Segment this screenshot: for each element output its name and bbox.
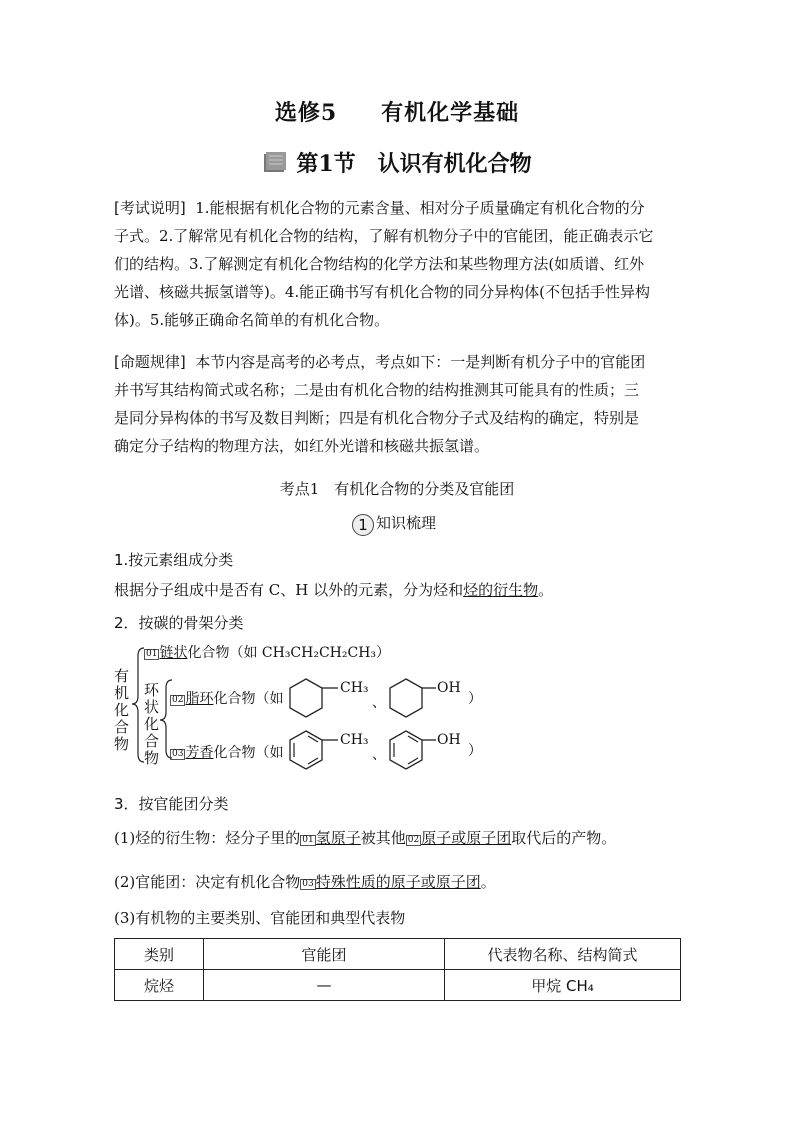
blank-number: 01 bbox=[146, 649, 158, 659]
s1-text-b: 。 bbox=[538, 581, 554, 599]
aromatic-item bbox=[170, 742, 283, 762]
table-cell: — bbox=[204, 970, 445, 1001]
aromatic-answer: 芳香 bbox=[185, 745, 214, 761]
ch3-label: CH₃ bbox=[340, 680, 369, 696]
s3-p1-b: 被其他 bbox=[360, 829, 406, 847]
oh-label: OH bbox=[437, 732, 461, 748]
close-paren: ） bbox=[468, 691, 482, 707]
s3-p1-answer2: 原子或原子团 bbox=[421, 829, 512, 847]
table-cell: 甲烷 CH₄ bbox=[445, 970, 681, 1001]
s3-p2-b: 。 bbox=[480, 873, 496, 891]
classification-table bbox=[114, 938, 681, 1001]
s1-text bbox=[114, 580, 553, 600]
rule-line: 本节内容是高考的必考点，考点如下：一是判断有机分子中的官能团 bbox=[195, 353, 646, 371]
zhishi-label: 知识梳理 bbox=[376, 514, 437, 532]
ch3-label: CH₃ bbox=[340, 732, 369, 748]
ring-label: 环 状 化 合 物 bbox=[144, 681, 160, 767]
chain-rest: 化合物（如 CH₃CH₂CH₂CH₃） bbox=[187, 645, 391, 661]
rule-line: 确定分子结构的物理方法，如红外光谱和核磁共振氢谱。 bbox=[114, 437, 490, 455]
table-cell: 烷烃 bbox=[115, 970, 204, 1001]
s3-p1-answer1: 氢原子 bbox=[315, 829, 361, 847]
zhishi-heading bbox=[352, 512, 436, 536]
title-part1: 选修5 bbox=[274, 100, 338, 126]
table-header: 官能团 bbox=[204, 939, 445, 970]
kaodian-heading: 考点1 有机化合物的分类及官能团 bbox=[279, 480, 515, 498]
exam-desc-line: 子式。2.了解常见有机化合物的结构，了解有机物分子中的官能团，能正确表示它 bbox=[114, 227, 654, 245]
blank-number: 02 bbox=[407, 835, 420, 845]
alicyclic-rest: 化合物（如 bbox=[213, 691, 284, 707]
exam-desc-line: 光谱、核磁共振氢谱等)。4.能正确书写有机化合物的同分异构体(不包括手性异构 bbox=[114, 283, 651, 301]
aromatic-rest: 化合物（如 bbox=[213, 745, 284, 761]
page-title bbox=[0, 96, 794, 127]
exam-desc-line: 1.能根据有机化合物的元素含量、相对分子质量确定有机化合物的分 bbox=[195, 199, 645, 217]
s3-heading: 3．按官能团分类 bbox=[114, 795, 229, 813]
s3-p1-c: 取代后的产物。 bbox=[511, 829, 617, 847]
carbon-skeleton-diagram bbox=[114, 640, 494, 770]
s3-p2-a: (2)官能团：决定有机化合物 bbox=[114, 873, 301, 891]
comma: 、 bbox=[372, 747, 386, 763]
oh-label: OH bbox=[437, 680, 461, 696]
blank-number: 03 bbox=[302, 879, 314, 889]
s3-p3: (3)有机物的主要类别、官能团和典型代表物 bbox=[114, 909, 406, 927]
comma: 、 bbox=[372, 695, 386, 711]
s2-heading: 2．按碳的骨架分类 bbox=[114, 614, 244, 632]
exam-desc-line: 们的结构。3.了解测定有机化合物结构的化学方法和某些物理方法(如质谱、红外 bbox=[114, 255, 645, 273]
alicyclic-answer: 脂环 bbox=[185, 691, 214, 707]
blank-number: 03 bbox=[172, 749, 184, 759]
blank-number: 02 bbox=[172, 695, 184, 705]
alicyclic-item bbox=[170, 688, 283, 708]
circle-number: 1 bbox=[352, 514, 374, 536]
exam-description bbox=[114, 194, 680, 334]
table-row bbox=[115, 970, 681, 1001]
s1-text-a: 根据分子组成中是否有 C、H 以外的元素，分为烃和 bbox=[114, 581, 464, 599]
s3-p2-answer: 特殊性质的原子或原子团 bbox=[315, 873, 481, 891]
rule-tag: [命题规律] bbox=[114, 353, 186, 371]
root-label: 有 机 化 合 物 bbox=[114, 667, 130, 753]
table-header: 类别 bbox=[115, 939, 204, 970]
s1-underlined: 烃的衍生物 bbox=[463, 581, 539, 599]
exam-desc-line: 体)。5.能够正确命名简单的有机化合物。 bbox=[114, 311, 390, 329]
blank-number: 01 bbox=[302, 835, 314, 845]
close-paren: ） bbox=[468, 743, 482, 759]
table-header: 代表物名称、结构简式 bbox=[445, 939, 681, 970]
rule-line: 并书写其结构简式或名称；二是由有机化合物的结构推测其可能具有的性质；三 bbox=[114, 381, 640, 399]
section-number: 第1节 bbox=[296, 151, 356, 177]
exam-desc-tag: [考试说明] bbox=[114, 199, 186, 217]
s3-p1 bbox=[114, 828, 616, 848]
section-title bbox=[0, 147, 794, 181]
chain-answer: 链状 bbox=[159, 645, 188, 661]
s1-heading: 1.按元素组成分类 bbox=[114, 551, 234, 569]
s3-p2 bbox=[114, 872, 496, 892]
s3-p1-a: (1)烃的衍生物：烃分子里的 bbox=[114, 829, 301, 847]
exam-rule bbox=[114, 348, 680, 460]
title-part2: 有机化学基础 bbox=[381, 100, 520, 126]
book-icon bbox=[262, 151, 288, 181]
chain-item bbox=[144, 642, 390, 662]
section-name: 认识有机化合物 bbox=[377, 151, 532, 177]
rule-line: 是同分异构体的书写及数目判断；四是有机化合物分子式及结构的确定，特别是 bbox=[114, 409, 640, 427]
table-header-row bbox=[115, 939, 681, 970]
